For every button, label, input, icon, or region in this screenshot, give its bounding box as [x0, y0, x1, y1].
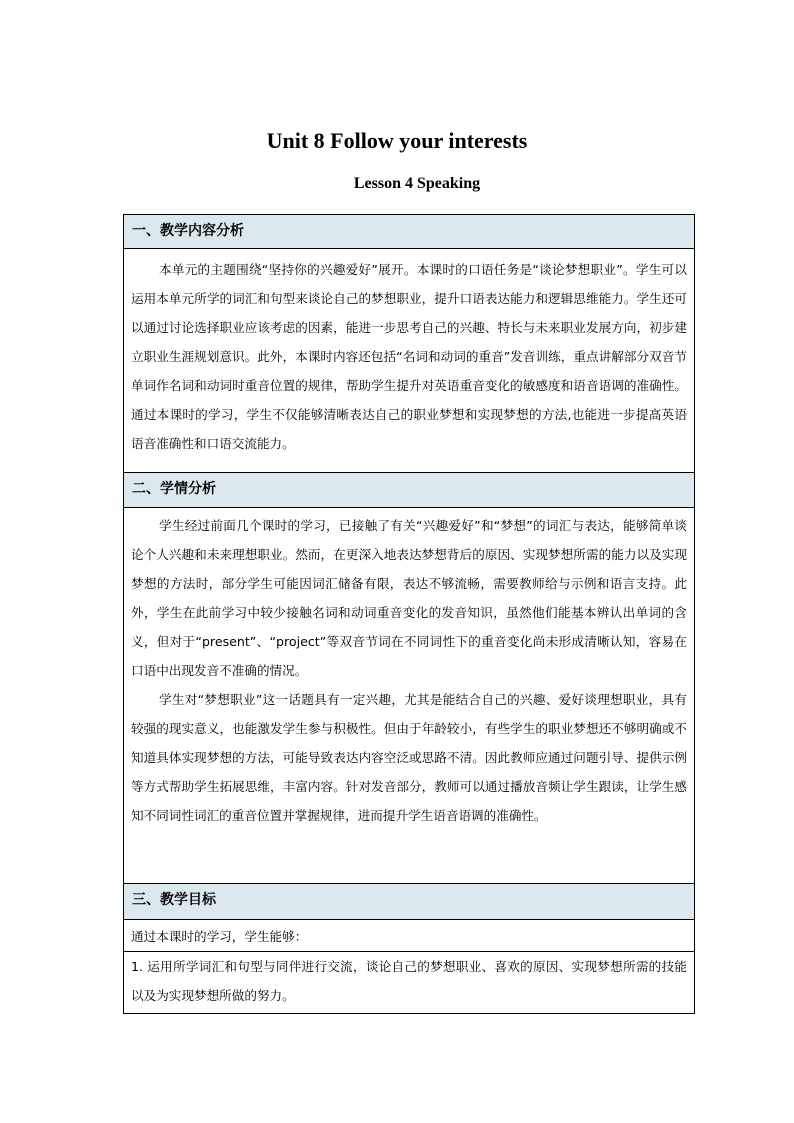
section-heading-content-analysis: 一、教学内容分析	[124, 215, 694, 249]
lesson-subtitle: Lesson 4 Speaking	[353, 175, 481, 192]
section-heading-teaching-objectives: 三、教学目标	[124, 883, 694, 920]
paragraph: 学生经过前面几个课时的学习，已接触了有关“兴趣爱好”和“梦想”的词汇与表达，能够简单谈论个人兴趣和未来理想职业。然而，在更深入地表达梦想背后的原因、实现梦想所需的能力以及实现梦想的方法时，部分学生可能因词汇储备有限，表达不够流畅，需要教师给与示例和语言支持。此外，学生在此前学习中较少接触名词和动词重音变化的发音知识，虽然他们能基本辨认出单词的含义，但对于“present”、“project”等双音节词在不同词性下的重音变化尚未形成清晰认知，容易在口语中出现发音不准确的情况。	[131, 518, 687, 678]
paragraph: 学生对“梦想职业”这一话题具有一定兴趣，尤其是能结合自己的兴趣、爱好谈理想职业，具有较强的现实意义，也能激发学生参与积极性。但由于年龄较小，有些学生的职业梦想还不够明确或不知道具体实现梦想的方法，可能导致表达内容空泛或思路不清。因此教师应通过问题引导、提供示例等方式帮助学生拓展思维，丰富内容。针对发音部分，教师可以通过播放音频让学生跟读，让学生感知不同词性词汇的重音位置并掌握规律，进而提升学生语音语调的准确性。	[131, 692, 687, 823]
section-body-learner-analysis	[124, 511, 694, 830]
section-body-teaching-objectives	[124, 922, 694, 1010]
section-heading-learner-analysis: 二、学情分析	[124, 472, 694, 508]
objective-item-1: 1. 运用所学词汇和句型与同伴进行交流，谈论自己的梦想职业、喜欢的原因、实现梦想所需的技能以及为实现梦想所做的努力。	[131, 959, 687, 1003]
section-body-content-analysis	[124, 255, 694, 458]
paragraph: 本单元的主题围绕“坚持你的兴趣爱好”展开。本课时的口语任务是“谈论梦想职业”。学生可以运用本单元所学的词汇和句型来谈论自己的梦想职业，提升口语表达能力和逻辑思维能力。学生还可以通过讨论选择职业应该考虑的因素，能进一步思考自己的兴趣、特长与未来职业发展方向，初步建立职业生涯规划意识。此外，本课时内容还包括“名词和动词的重音”发音训练，重点讲解部分双音节单词作名词和动词时重音位置的规律，帮助学生提升对英语重音变化的敏感度和语音语调的准确性。通过本课时的学习，学生不仅能够清晰表达自己的职业梦想和实现梦想的方法,也能进一步提高英语语音准确性和口语交流能力。	[131, 262, 687, 451]
lesson-plan-table	[123, 214, 695, 1014]
objectives-intro: 通过本课时的学习，学生能够：	[131, 929, 308, 944]
document-title: Unit 8 Follow your interests	[266, 128, 528, 153]
